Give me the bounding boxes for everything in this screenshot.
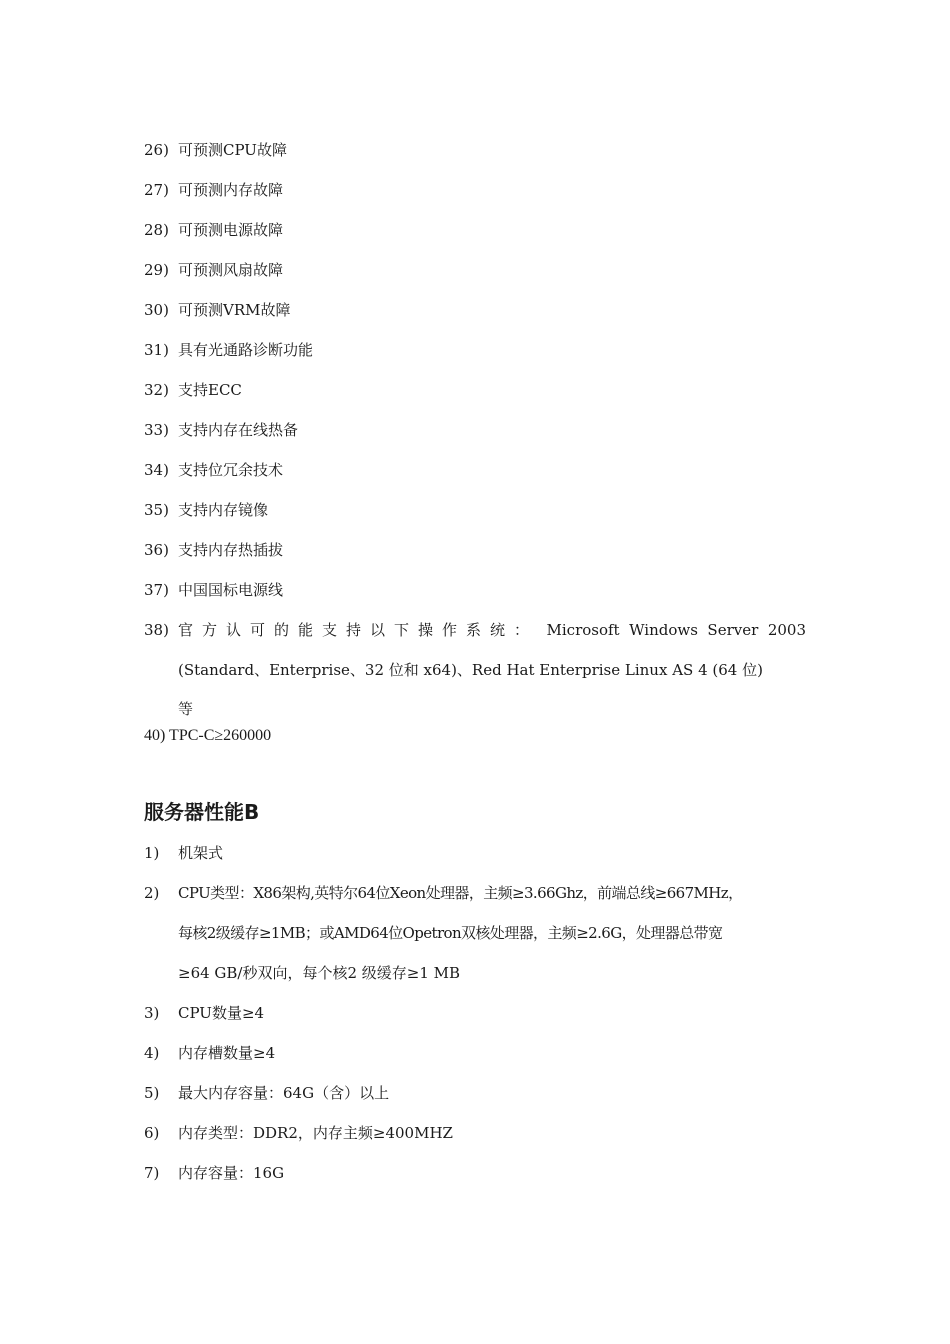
os-support-line-3: 等	[178, 700, 194, 718]
list-item: 26) 可预测CPU故障	[144, 141, 287, 159]
list-item: 5) 最大内存容量：64G（含）以上	[144, 1084, 390, 1102]
list-item: 4) 内存槽数量≥4	[144, 1044, 276, 1062]
list-item-tpcc: 40) TPC-C≥260000	[144, 727, 272, 744]
list-item: 2) CPU类型：X86架构,英特尔64位Xeon处理器，主频≥3.66Ghz，前端总线≥667MHz，	[144, 884, 743, 902]
list-item: 37) 中国国标电源线	[144, 581, 284, 599]
list-item: 32) 支持ECC	[144, 381, 242, 399]
list-item: 1) 机架式	[144, 844, 224, 862]
list-item: 6) 内存类型：DDR2，内存主频≥400MHZ	[144, 1124, 453, 1142]
list-item: 7) 内存容量：16G	[144, 1164, 285, 1182]
list-item: 3) CPU数量≥4	[144, 1004, 265, 1022]
list-item: 34) 支持位冗余技术	[144, 461, 284, 479]
list-item: 27) 可预测内存故障	[144, 181, 284, 199]
section-heading: 服务器性能B	[144, 800, 260, 824]
os-support-line-1: 官方认可的能支持以下操作系统： Microsoft Windows Server 2003	[178, 621, 806, 639]
list-item-continuation: ≥64 GB/秒双向，每个核2 级缓存≥1 MB	[178, 964, 461, 982]
list-item: 36) 支持内存热插拔	[144, 541, 284, 559]
list-item-continuation: 每核2级缓存≥1MB；或AMD64位Opetron双核处理器，主频≥2.6G，处理器总带宽	[178, 924, 723, 942]
list-item: 31) 具有光通路诊断功能	[144, 341, 314, 359]
list-item: 28) 可预测电源故障	[144, 221, 284, 239]
list-item: 35) 支持内存镜像	[144, 501, 269, 519]
list-item: 30) 可预测VRM故障	[144, 301, 291, 319]
list-item: 33) 支持内存在线热备	[144, 421, 299, 439]
list-item: 29) 可预测风扇故障	[144, 261, 284, 279]
list-item-os-support: 38)	[144, 621, 169, 639]
os-support-line-2: (Standard、Enterprise、32 位和 x64)、Red Hat Enterprise Linux AS 4 (64 位)	[178, 661, 763, 679]
